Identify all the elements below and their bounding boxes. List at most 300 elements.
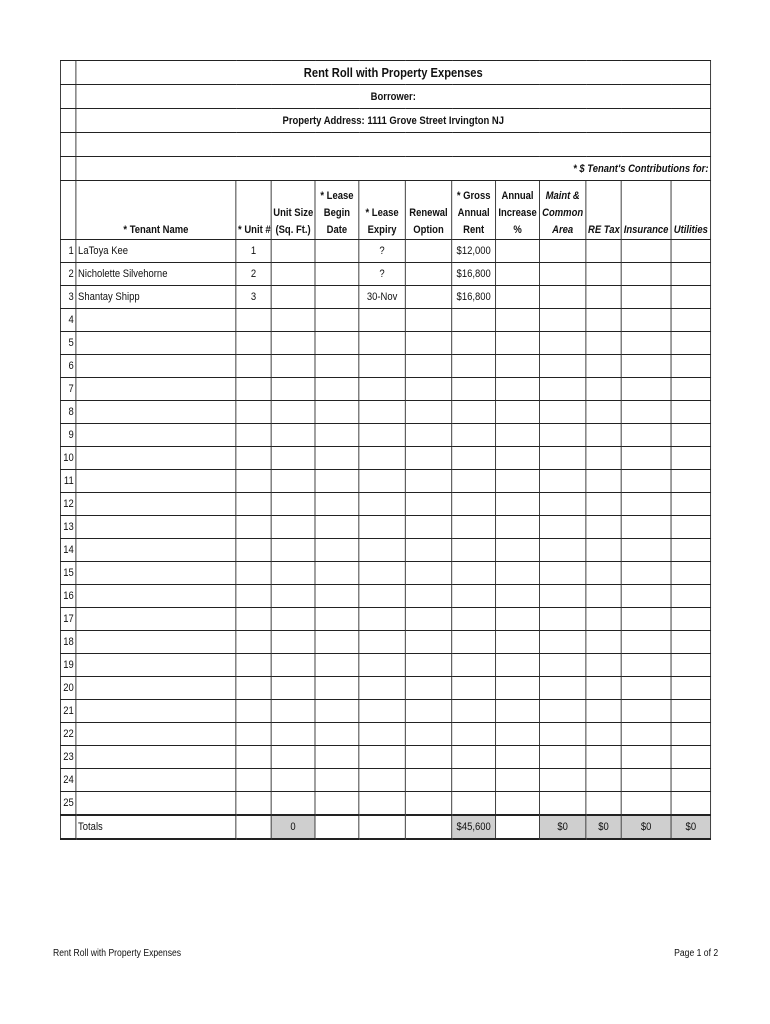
col-utilities: Utilities [671,181,711,240]
insurance [621,378,671,401]
tenant-name [76,493,236,516]
row-number: 11 [60,470,75,493]
utilities [671,355,711,378]
re-tax [586,562,621,585]
gross-rent [452,700,496,723]
gross-rent: $16,800 [452,286,496,309]
row-number: 22 [60,723,75,746]
lease-expiry [359,608,405,631]
maint-area [539,378,585,401]
col-insurance: Insurance [621,181,671,240]
insurance [621,355,671,378]
re-tax [586,286,621,309]
lease-expiry [359,631,405,654]
annual-increase [496,355,540,378]
annual-increase [496,516,540,539]
renewal-option [405,263,451,286]
lease-expiry [359,723,405,746]
lease-begin [315,447,359,470]
renewal-option [405,608,451,631]
gross-rent [452,608,496,631]
insurance [621,700,671,723]
lease-begin [315,286,359,309]
lease-expiry [359,355,405,378]
lease-begin [315,677,359,700]
gross-rent [452,355,496,378]
maint-area [539,539,585,562]
row-number: 23 [60,746,75,769]
maint-area [539,723,585,746]
table-row [60,700,710,723]
col-renewal: Renewal Option [405,181,451,240]
lease-expiry [359,470,405,493]
maint-area [539,516,585,539]
lease-expiry [359,654,405,677]
gross-rent [452,585,496,608]
lease-begin [315,493,359,516]
utilities [671,401,711,424]
insurance [621,447,671,470]
tenant-name [76,723,236,746]
row-number: 12 [60,493,75,516]
unit-size [271,562,315,585]
unit-size [271,378,315,401]
re-tax [586,700,621,723]
table-row [60,309,710,332]
utilities [671,424,711,447]
unit-number [236,401,271,424]
unit-number [236,516,271,539]
gross-rent [452,654,496,677]
lease-begin [315,631,359,654]
insurance [621,585,671,608]
unit-number: 1 [236,240,271,263]
gross-rent [452,493,496,516]
lease-begin [315,700,359,723]
renewal-option [405,355,451,378]
insurance [621,746,671,769]
renewal-option [405,654,451,677]
maint-area [539,769,585,792]
maint-area [539,263,585,286]
totals-lease-begin [315,815,359,839]
lease-expiry [359,746,405,769]
utilities [671,631,711,654]
unit-size [271,585,315,608]
row-number: 13 [60,516,75,539]
tenant-name [76,769,236,792]
annual-increase [496,424,540,447]
maint-area [539,631,585,654]
totals-utilities: $0 [671,815,711,839]
unit-size [271,309,315,332]
tenant-name [76,447,236,470]
lease-expiry [359,539,405,562]
tenant-name [76,332,236,355]
table-row [60,470,710,493]
unit-number [236,355,271,378]
lease-begin [315,769,359,792]
annual-increase [496,677,540,700]
re-tax [586,539,621,562]
tenant-name [76,378,236,401]
lease-expiry [359,447,405,470]
lease-begin [315,240,359,263]
unit-size [271,539,315,562]
lease-begin [315,378,359,401]
table-row [60,608,710,631]
tenant-name: Nicholette Silvehorne [76,263,236,286]
table-row [60,539,710,562]
gross-rent [452,631,496,654]
unit-number [236,539,271,562]
re-tax [586,677,621,700]
annual-increase [496,562,540,585]
row-number: 15 [60,562,75,585]
row-number: 21 [60,700,75,723]
utilities [671,723,711,746]
lease-expiry: ? [359,263,405,286]
totals-unit [236,815,271,839]
lease-expiry [359,516,405,539]
unit-number [236,792,271,816]
renewal-option [405,401,451,424]
annual-increase [496,309,540,332]
table-row [60,263,710,286]
tenant-name [76,401,236,424]
renewal-option [405,332,451,355]
annual-increase [496,493,540,516]
gross-rent [452,516,496,539]
unit-size [271,493,315,516]
lease-begin [315,263,359,286]
col-unit-size: Unit Size (Sq. Ft.) [271,181,315,240]
renewal-option [405,516,451,539]
renewal-option [405,585,451,608]
unit-size [271,654,315,677]
insurance [621,792,671,816]
utilities [671,539,711,562]
insurance [621,470,671,493]
annual-increase [496,401,540,424]
row-number: 5 [60,332,75,355]
table-row [60,424,710,447]
totals-rent: $45,600 [452,815,496,839]
tenant-name [76,792,236,816]
lease-expiry [359,585,405,608]
renewal-option [405,769,451,792]
maint-area [539,240,585,263]
unit-size [271,769,315,792]
annual-increase [496,447,540,470]
row-number: 1 [60,240,75,263]
row-num-cell [60,815,75,839]
maint-area [539,332,585,355]
table-row [60,378,710,401]
row-number: 8 [60,401,75,424]
re-tax [586,309,621,332]
lease-begin [315,723,359,746]
re-tax [586,332,621,355]
tenant-name [76,700,236,723]
unit-number [236,309,271,332]
tenant-name [76,631,236,654]
row-number: 14 [60,539,75,562]
re-tax [586,654,621,677]
borrower-label: Borrower: [76,85,711,109]
table-row [60,447,710,470]
row-num-cell [60,157,75,181]
unit-number [236,447,271,470]
page-title: Rent Roll with Property Expenses [76,61,711,85]
re-tax [586,631,621,654]
gross-rent [452,746,496,769]
lease-begin [315,332,359,355]
annual-increase [496,608,540,631]
utilities [671,769,711,792]
row-number: 18 [60,631,75,654]
maint-area [539,447,585,470]
lease-begin [315,746,359,769]
row-number: 10 [60,447,75,470]
unit-size [271,470,315,493]
re-tax [586,769,621,792]
blank-row [76,133,711,157]
row-number: 17 [60,608,75,631]
table-row [60,677,710,700]
unit-size [271,424,315,447]
table-row [60,562,710,585]
row-num-header [60,181,75,240]
unit-number: 2 [236,263,271,286]
unit-size [271,746,315,769]
re-tax [586,355,621,378]
table-row [60,631,710,654]
unit-number [236,631,271,654]
maint-area [539,309,585,332]
lease-begin [315,608,359,631]
unit-number [236,608,271,631]
row-number: 9 [60,424,75,447]
lease-expiry [359,401,405,424]
row-number: 7 [60,378,75,401]
col-lease-expiry: * Lease Expiry [359,181,405,240]
row-num-cell [60,109,75,133]
gross-rent [452,378,496,401]
unit-number [236,585,271,608]
gross-rent [452,309,496,332]
insurance [621,608,671,631]
unit-size [271,355,315,378]
lease-expiry [359,700,405,723]
lease-begin [315,654,359,677]
maint-area [539,355,585,378]
tenant-name [76,424,236,447]
gross-rent [452,539,496,562]
insurance [621,562,671,585]
column-headers [60,181,710,240]
col-lease-begin: * Lease Begin Date [315,181,359,240]
insurance [621,286,671,309]
gross-rent [452,562,496,585]
renewal-option [405,677,451,700]
utilities [671,240,711,263]
property-address: Property Address: 1111 Grove Street Irvington NJ [76,109,711,133]
unit-number [236,723,271,746]
insurance [621,493,671,516]
footer-title: Rent Roll with Property Expenses [53,948,182,959]
lease-expiry [359,424,405,447]
table-row [60,355,710,378]
utilities [671,746,711,769]
tenant-name [76,309,236,332]
utilities [671,654,711,677]
table-row [60,723,710,746]
lease-expiry [359,493,405,516]
row-num-cell [60,85,75,109]
tenant-name [76,516,236,539]
contributions-header: * $ Tenant's Contributions for: [76,157,711,181]
totals-increase [496,815,540,839]
utilities [671,332,711,355]
unit-number [236,677,271,700]
utilities [671,286,711,309]
row-number: 4 [60,309,75,332]
tenant-name [76,539,236,562]
lease-begin [315,309,359,332]
lease-begin [315,792,359,816]
unit-number [236,746,271,769]
re-tax [586,401,621,424]
gross-rent [452,401,496,424]
col-maint: Maint & Common Area [539,181,585,240]
renewal-option [405,723,451,746]
utilities [671,470,711,493]
unit-number [236,562,271,585]
gross-rent [452,470,496,493]
col-re-tax: RE Tax [586,181,621,240]
maint-area [539,424,585,447]
totals-lease-expiry [359,815,405,839]
renewal-option [405,562,451,585]
insurance [621,723,671,746]
tenant-name [76,746,236,769]
tenant-name [76,585,236,608]
table-row [60,516,710,539]
utilities [671,700,711,723]
row-number: 3 [60,286,75,309]
tenant-name [76,355,236,378]
lease-expiry [359,332,405,355]
maint-area [539,746,585,769]
insurance [621,263,671,286]
lease-begin [315,585,359,608]
unit-size [271,631,315,654]
maint-area [539,493,585,516]
table-row [60,792,710,816]
annual-increase [496,792,540,816]
annual-increase [496,378,540,401]
row-num-cell [60,133,75,157]
re-tax [586,447,621,470]
gross-rent [452,332,496,355]
annual-increase [496,631,540,654]
maint-area [539,700,585,723]
utilities [671,309,711,332]
unit-number [236,378,271,401]
annual-increase [496,700,540,723]
col-unit: * Unit # [236,181,271,240]
insurance [621,240,671,263]
re-tax [586,608,621,631]
annual-increase [496,286,540,309]
row-number: 19 [60,654,75,677]
table-row [60,286,710,309]
lease-begin [315,355,359,378]
maint-area [539,470,585,493]
rent-roll-table [60,60,711,840]
insurance [621,309,671,332]
row-num-cell [60,61,75,85]
renewal-option [405,792,451,816]
re-tax [586,470,621,493]
row-number: 20 [60,677,75,700]
unit-number [236,654,271,677]
lease-begin [315,401,359,424]
lease-begin [315,562,359,585]
insurance [621,654,671,677]
insurance [621,769,671,792]
unit-size [271,792,315,816]
utilities [671,263,711,286]
row-number: 25 [60,792,75,816]
re-tax [586,263,621,286]
tenant-name [76,608,236,631]
lease-expiry [359,309,405,332]
re-tax [586,493,621,516]
row-number: 2 [60,263,75,286]
tenant-name [76,470,236,493]
utilities [671,378,711,401]
totals-row [60,815,710,839]
totals-unit-size: 0 [271,815,315,839]
unit-number [236,470,271,493]
insurance [621,677,671,700]
annual-increase [496,539,540,562]
utilities [671,585,711,608]
re-tax [586,516,621,539]
unit-size [271,263,315,286]
annual-increase [496,769,540,792]
col-tenant-name: * Tenant Name [76,181,236,240]
renewal-option [405,493,451,516]
tenant-name: LaToya Kee [76,240,236,263]
tenant-name [76,677,236,700]
lease-begin [315,424,359,447]
maint-area [539,792,585,816]
renewal-option [405,631,451,654]
unit-size [271,240,315,263]
renewal-option [405,309,451,332]
lease-begin [315,539,359,562]
gross-rent: $12,000 [452,240,496,263]
totals-label: Totals [76,815,236,839]
annual-increase [496,470,540,493]
lease-expiry: 30-Nov [359,286,405,309]
annual-increase [496,240,540,263]
unit-number [236,493,271,516]
annual-increase [496,585,540,608]
